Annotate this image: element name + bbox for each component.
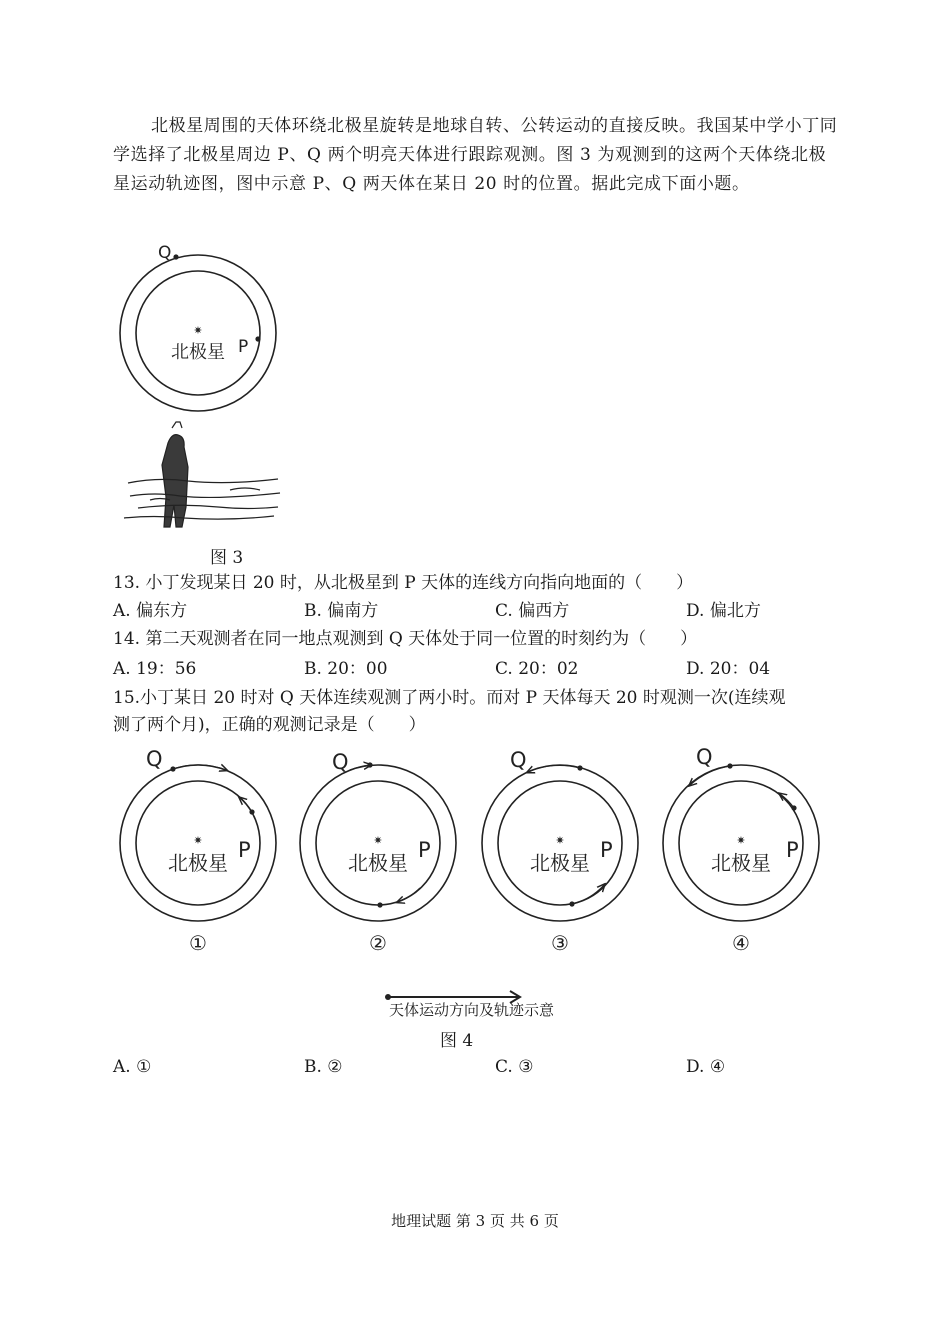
panel-4-number: ④ — [732, 931, 750, 955]
question-13-stem: 13. 小丁发现某日 20 时，从北极星到 P 天体的连线方向指向地面的（ ） — [113, 573, 694, 593]
q-track-arrow — [528, 765, 580, 772]
q15-option-a[interactable]: A. ① — [113, 1057, 152, 1077]
polaris-marker-icon: ✷ — [373, 834, 383, 847]
panel-4-q-label: Q — [696, 745, 713, 769]
q15-option-c[interactable]: C. ③ — [495, 1057, 534, 1077]
intro-paragraph: 北极星周围的天体环绕北极星旋转是地球自转、公转运动的直接反映。我国某中学小丁同学选择了北极星周边 P、Q 两个明亮天体进行跟踪观测。图 3 为观测到的这两个天体绕北极星运动轨迹图，图中示意 P、Q 两天体在某日 20 时的位置。据此完成下面小题。 — [113, 116, 838, 194]
panel-1-star-label: 北极星 — [168, 851, 228, 875]
orbit-diagram — [120, 243, 276, 411]
q13-option-a[interactable]: A. 偏东方 — [113, 601, 188, 621]
q13-option-d[interactable]: D. 偏北方 — [686, 601, 761, 621]
panel-3-q-label: Q — [510, 748, 527, 772]
fig3-label-q: Q — [158, 243, 172, 263]
fig4-panel-3 — [482, 748, 638, 955]
panel-4-star-label: 北极星 — [711, 851, 771, 875]
panel-1-p-label: P — [238, 838, 251, 862]
fig3-label-p: P — [238, 337, 249, 357]
panel-4-p-label: P — [786, 838, 799, 862]
fig3-caption: 图 3 — [210, 548, 244, 568]
q14-option-d[interactable]: D. 20：04 — [686, 659, 771, 679]
q-position-dot — [173, 254, 178, 259]
q14-option-c[interactable]: C. 20：02 — [495, 659, 579, 679]
p-position-dot — [255, 336, 260, 341]
fig4-panel-1 — [120, 747, 276, 955]
panel-3-number: ③ — [551, 931, 569, 955]
q15-option-d[interactable]: D. ④ — [686, 1057, 726, 1077]
fig4-panel-2 — [300, 750, 456, 955]
panel-2-q-label: Q — [332, 750, 349, 774]
panel-2-p-label: P — [418, 838, 431, 862]
figure-4 — [110, 740, 840, 970]
polaris-marker-icon: ✷ — [193, 834, 203, 847]
q15-option-b[interactable]: B. ② — [304, 1057, 343, 1077]
polaris-marker-icon: ✷ — [193, 324, 203, 337]
panel-3-star-label: 北极星 — [530, 851, 590, 875]
panel-1-number: ① — [189, 931, 207, 955]
panel-3-p-label: P — [600, 838, 613, 862]
q14-option-b[interactable]: B. 20：00 — [304, 659, 388, 679]
p-track-arrow — [572, 885, 604, 904]
panel-2-star-label: 北极星 — [348, 851, 408, 875]
fig4-panel-4 — [663, 745, 819, 955]
fig4-caption: 图 4 — [440, 1031, 474, 1051]
question-14-stem: 14. 第二天观测者在同一地点观测到 Q 天体处于同一位置的时刻约为（ ） — [113, 629, 698, 649]
q13-option-c[interactable]: C. 偏西方 — [495, 601, 570, 621]
q13-option-b[interactable]: B. 偏南方 — [304, 601, 379, 621]
panel-2-number: ② — [369, 931, 387, 955]
fig4-legend-text: 天体运动方向及轨迹示意 — [389, 1001, 555, 1019]
observer-sketch-icon — [124, 422, 280, 527]
panel-1-q-label: Q — [146, 747, 163, 771]
figure-3 — [110, 238, 290, 528]
page-footer: 地理试题 第 3 页 共 6 页 — [391, 1212, 559, 1230]
q14-option-a[interactable]: A. 19：56 — [113, 659, 197, 679]
polaris-marker-icon: ✷ — [555, 834, 565, 847]
question-15-stem-line2: 测了两个月)，正确的观测记录是（ ） — [113, 715, 426, 735]
question-15-stem-line1: 15.小丁某日 20 时对 Q 天体连续观测了两小时。而对 P 天体每天 20 时观测一次(连续观 — [113, 688, 786, 708]
polaris-marker-icon: ✷ — [736, 834, 746, 847]
fig3-label-star: 北极星 — [171, 342, 225, 363]
